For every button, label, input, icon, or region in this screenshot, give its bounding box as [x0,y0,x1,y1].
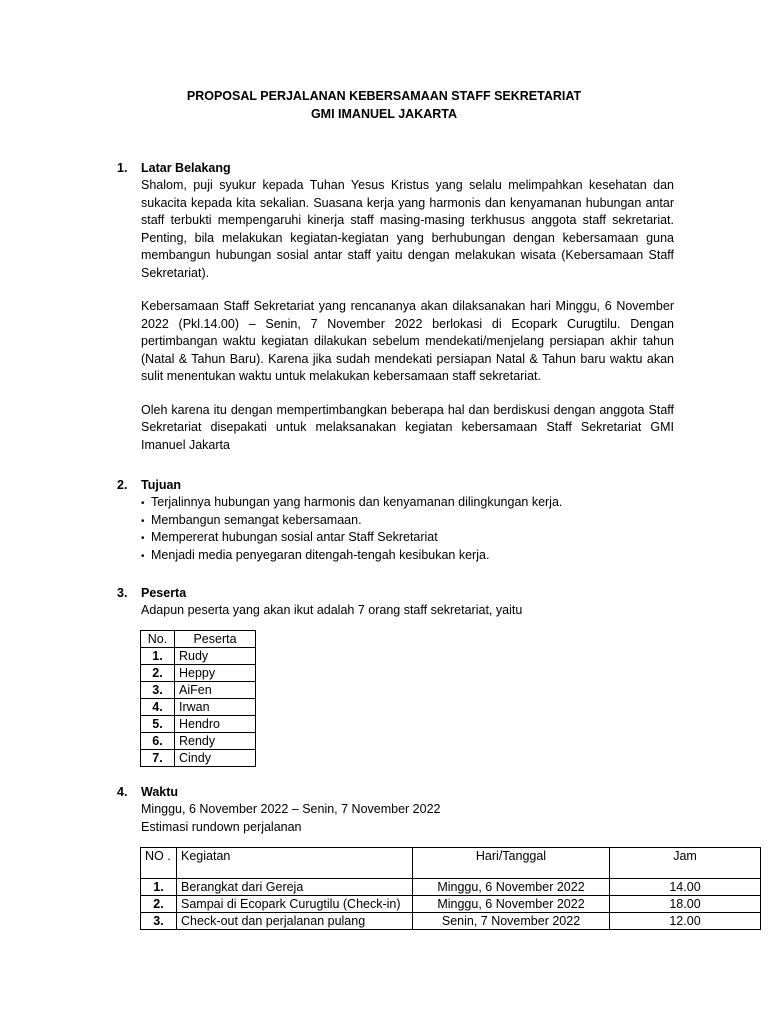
rundown-table [140,847,761,930]
column-header-hari-tanggal: Hari/Tanggal [413,848,610,879]
section-heading [117,159,677,177]
table-header-row [141,848,761,879]
paragraph: Shalom, puji syukur kepada Tuhan Yesus Kristus yang selalu melimpahkan kesehatan dan sukacita kepada kita sekalian. Suasana kerja yang harmonis dan kenyamanan hubungan antar staff terbukti mempengaruhi kinerja staff masing-masing terkhusus anggota staff sekretariat. Penting, bila melakukan kegiatan-kegiatan yang berhubungan dengan kebersamaan guna membangun hubungan sosial antar staff yaitu dengan melakukan wisata (Kebersamaan Staff Sekretariat). [141,178,674,280]
list-item: • Membangun semangat kebersamaan. [141,512,674,530]
bullet-list [141,494,674,564]
section-number: 1. [117,161,128,175]
bullet-icon: • [141,515,145,527]
table-row: 5. Hendro [141,716,256,733]
section-peserta [117,584,677,620]
list-item: • Terjalinnya hubungan yang harmonis dan kenyamanan dilingkungan kerja. [141,494,674,512]
table-row: 6. Rendy [141,733,256,750]
paragraph: Kebersamaan Staff Sekretariat yang rencananya akan dilaksanakan hari Minggu, 6 November 2022 (Pkl.14.00) – Senin, 7 November 2022 berlokasi di Ecopark Curugtilu. Dengan pertimbangan waktu kegiatan dilakukan sebelum mendekati/menjelang persiapan akhir tahun (Natal & Tahun Baru). Karena jika sudah mendekati persiapan Natal & Tahun baru waktu akan sulit menentukan waktu untuk melakukan kebersamaan staff sekretariat. [141,299,674,383]
table-row: 4. Irwan [141,699,256,716]
section-title: Latar Belakang [141,161,231,175]
section-title: Tujuan [141,478,182,492]
peserta-table [140,630,256,767]
section-heading [117,783,677,801]
table-row: 1. Rudy [141,648,256,665]
table-row: 3. Check-out dan perjalanan pulang Senin, 7 November 2022 12.00 [141,913,761,930]
column-header-no: NO . [141,848,177,879]
table-row: 2. Heppy [141,665,256,682]
section-title: Peserta [141,586,187,600]
date-range: Minggu, 6 November 2022 – Senin, 7 November 2022 [141,802,441,816]
table-row: 2. Sampai di Ecopark Curugtilu (Check-in) Minggu, 6 November 2022 18.00 [141,896,761,913]
list-item: • Mempererat hubungan sosial antar Staff Sekretariat [141,529,674,547]
table-row: 1. Berangkat dari Gereja Minggu, 6 November 2022 14.00 [141,879,761,896]
section-number: 4. [117,785,128,799]
section-tujuan [117,476,677,564]
document-subtitle: GMI IMANUEL JAKARTA [310,107,458,121]
column-header-kegiatan: Kegiatan [177,848,413,879]
section-heading [117,584,677,602]
document-title: PROPOSAL PERJALANAN KEBERSAMAAN STAFF SEKRETARIAT [186,89,582,103]
peserta-intro: Adapun peserta yang akan ikut adalah 7 orang staff sekretariat, yaitu [141,603,523,617]
section-latar-belakang [117,159,677,454]
paragraph: Oleh karena itu dengan mempertimbangkan beberapa hal dan berdiskusi dengan anggota Staff Sekretariat disepakati untuk melaksanakan kegiatan kebersamaan Staff Sekretariat GMI Imanuel Jakarta [141,402,674,452]
section-body [141,177,674,454]
column-header-no: No. [141,631,175,648]
section-number: 2. [117,478,128,492]
bullet-icon: • [141,533,145,544]
column-header-peserta: Peserta [175,631,256,648]
section-number: 3. [117,586,128,600]
table-row: 3. AiFen [141,682,256,699]
section-waktu [117,783,677,836]
table-row: 7. Cindy [141,750,256,767]
section-title: Waktu [141,785,179,799]
bullet-icon: • [141,498,145,509]
table-header-row [141,631,256,648]
section-heading [117,476,677,494]
bullet-icon: • [141,550,145,562]
rundown-label: Estimasi rundown perjalanan [141,819,302,834]
list-item: • Menjadi media penyegaran ditengah-tengah kesibukan kerja. [141,547,674,565]
column-header-jam: Jam [610,848,761,879]
